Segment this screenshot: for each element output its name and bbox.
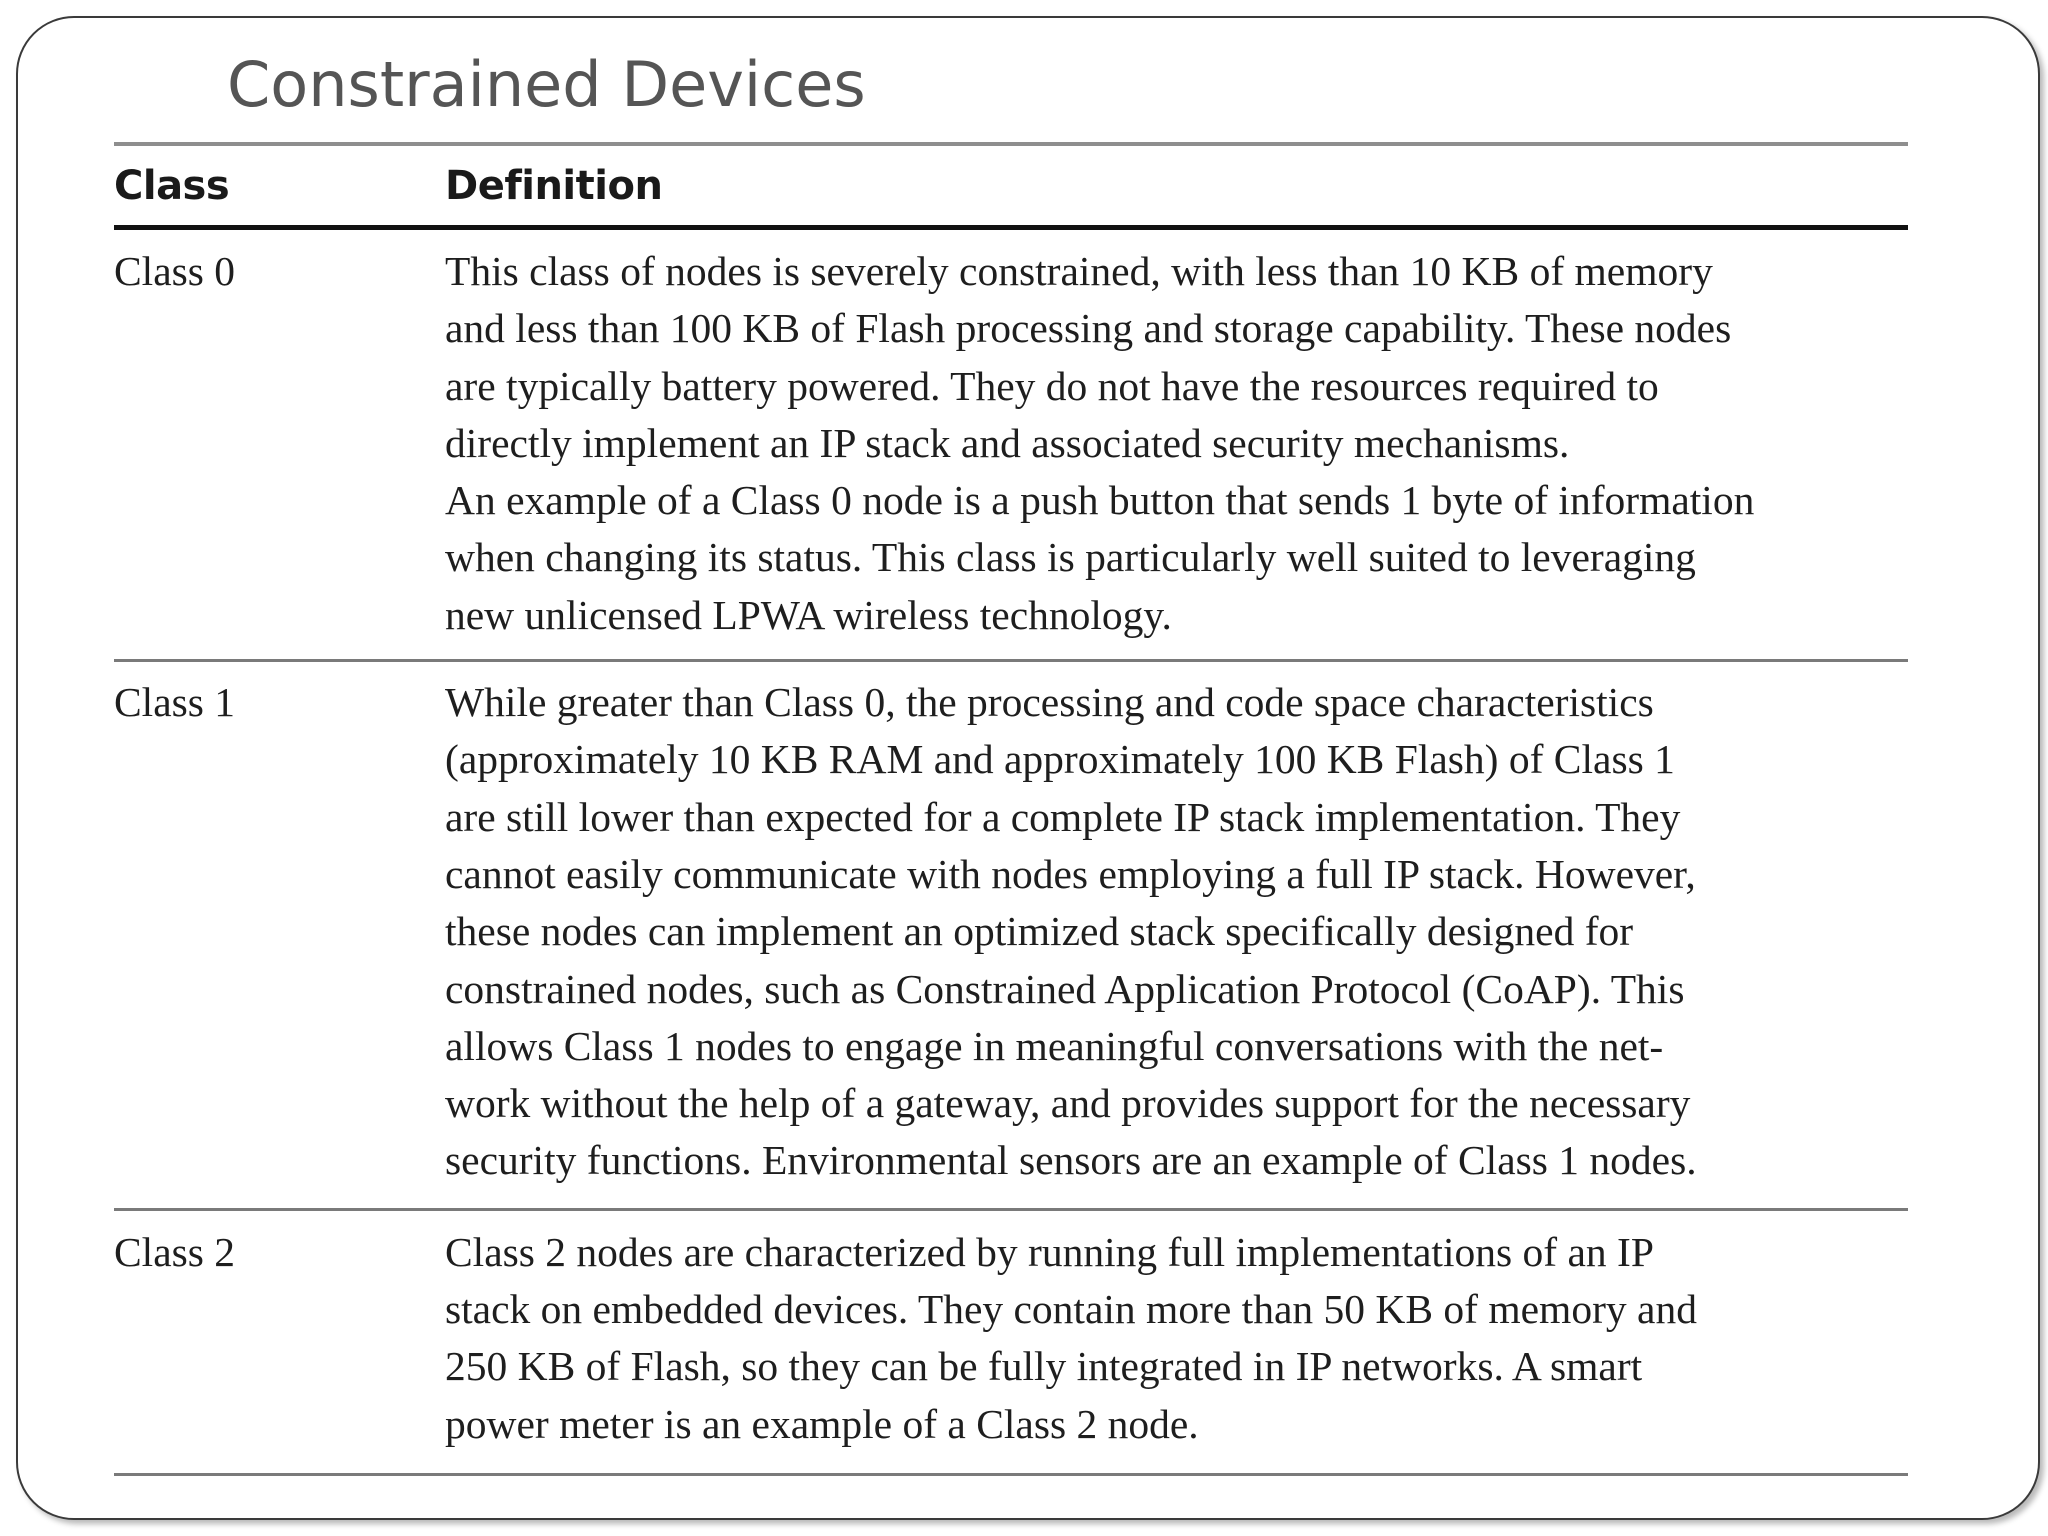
definition-line: directly implement an IP stack and associated security mechanisms. [445,419,1570,466]
header-class: Class [114,162,230,209]
definition-line: Class 2 nodes are characterized by running full implementations of an IP [445,1228,1654,1275]
row-definition [445,674,1908,1190]
row-class-label: Class 1 [114,679,236,726]
slide-title: Constrained Devices [227,48,866,121]
definition-line: security functions. Environmental sensors are an example of Class 1 nodes. [445,1137,1697,1184]
definition-line: 250 KB of Flash, so they can be fully integrated in IP networks. A smart [445,1343,1643,1390]
constrained-devices-table [114,142,1908,1476]
definition-line: (approximately 10 KB RAM and approximately 100 KB Flash) of Class 1 [445,736,1675,783]
definition-line: While greater than Class 0, the processing and code space characteristics [445,679,1654,726]
definition-line: cannot easily communicate with nodes employing a full IP stack. However, [445,850,1696,897]
table-row-class-0 [114,230,1908,659]
row-class-label: Class 0 [114,248,236,294]
definition-line: constrained nodes, such as Constrained Application Protocol (CoAP). This [445,965,1685,1012]
definition-line: An example of a Class 0 node is a push button that sends 1 byte of information [445,477,1755,524]
definition-line: allows Class 1 nodes to engage in meaningful conversations with the net- [445,1022,1664,1069]
definition-line: stack on embedded devices. They contain more than 50 KB of memory and [445,1286,1697,1333]
row-definition [445,1224,1908,1453]
row-class-label: Class 2 [114,1228,236,1275]
definition-line: power meter is an example of a Class 2 node. [445,1400,1199,1447]
row-definition [445,243,1908,644]
header-definition: Definition [445,162,663,209]
definition-line: new unlicensed LPWA wireless technology. [445,591,1172,638]
definition-line: when changing its status. This class is particularly well suited to leveraging [445,534,1696,581]
table-row-class-2 [114,1211,1908,1473]
definition-line: are typically battery powered. They do not have the resources required to [445,362,1659,409]
definition-line: and less than 100 KB of Flash processing and storage capability. These nodes [445,305,1732,352]
table-bottom-rule [114,1473,1908,1476]
definition-line: these nodes can implement an optimized stack specifically designed for [445,908,1634,955]
definition-line: are still lower than expected for a complete IP stack implementation. They [445,793,1681,840]
definition-line: This class of nodes is severely constrained, with less than 10 KB of memory [445,248,1713,294]
table-row-class-1 [114,662,1908,1208]
definition-line: work without the help of a gateway, and provides support for the necessary [445,1080,1691,1127]
table-header-row [114,146,1908,225]
